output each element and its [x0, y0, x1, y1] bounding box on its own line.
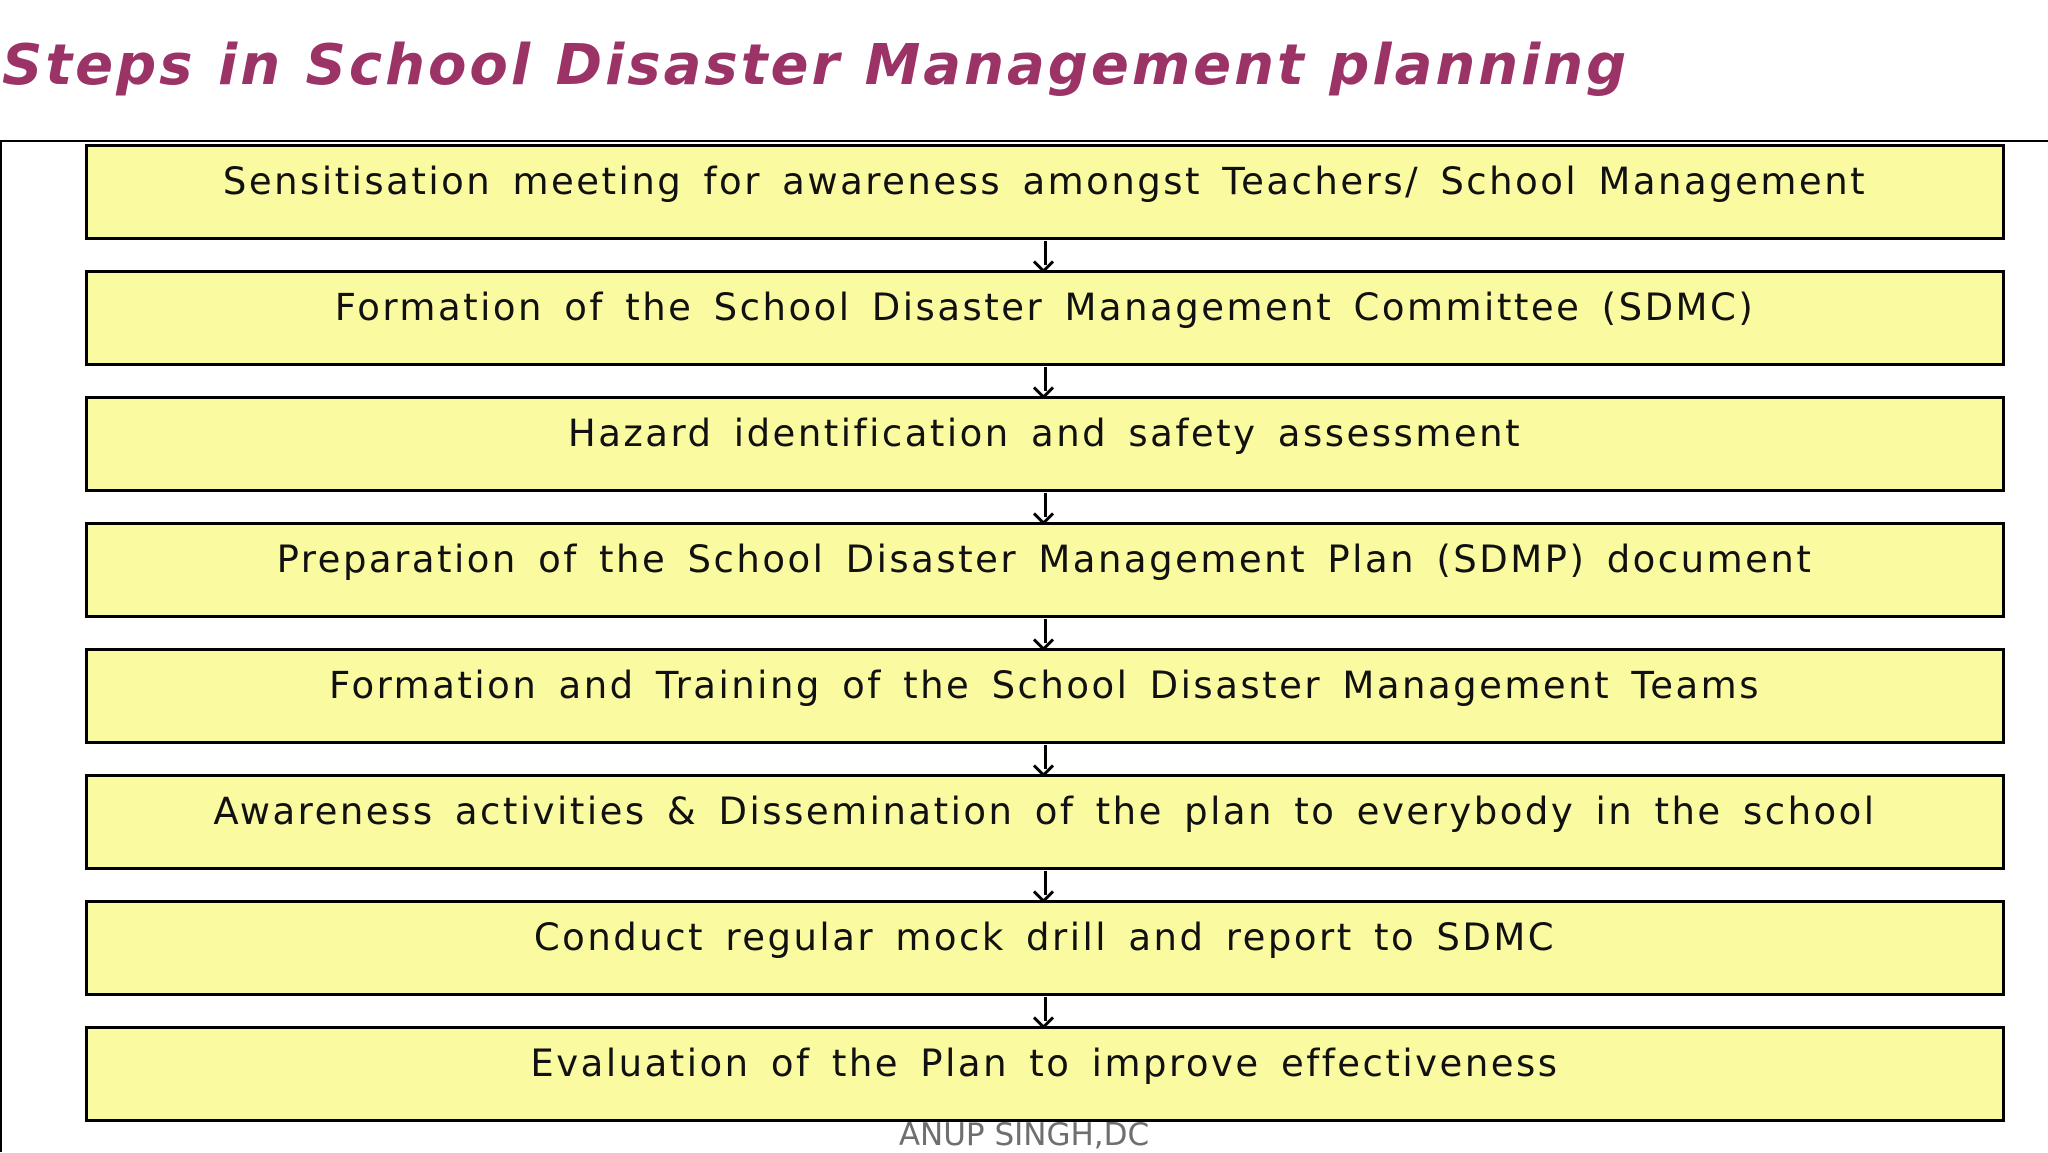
- step-label-8: Evaluation of the Plan to improve effectiveness: [530, 1042, 1560, 1085]
- step-box-8: [85, 1026, 2005, 1122]
- step-label-2: Formation of the School Disaster Management Committee (SDMC): [334, 286, 1756, 329]
- step-box-2: [85, 270, 2005, 366]
- step-label-3: Hazard identification and safety assessment: [567, 412, 1523, 455]
- step-box-6: [85, 774, 2005, 870]
- step-box-3: [85, 396, 2005, 492]
- step-label-6: Awareness activities & Dissemination of the plan to everybody in the school: [213, 790, 1877, 833]
- step-box-1: [85, 144, 2005, 240]
- step-label-1: Sensitisation meeting for awareness amongst Teachers/ School Management: [222, 160, 1868, 203]
- step-label-7: Conduct regular mock drill and report to SDMC: [533, 916, 1557, 959]
- step-box-5: [85, 648, 2005, 744]
- step-label-5: Formation and Training of the School Disaster Management Teams: [329, 664, 1761, 707]
- slide-title: Steps in School Disaster Management planning: [2, 33, 1630, 98]
- step-label-4: Preparation of the School Disaster Management Plan (SDMP) document: [276, 538, 1814, 581]
- step-box-4: [85, 522, 2005, 618]
- step-box-7: [85, 900, 2005, 996]
- author-footer: ANUP SINGH,DC: [898, 1117, 1150, 1153]
